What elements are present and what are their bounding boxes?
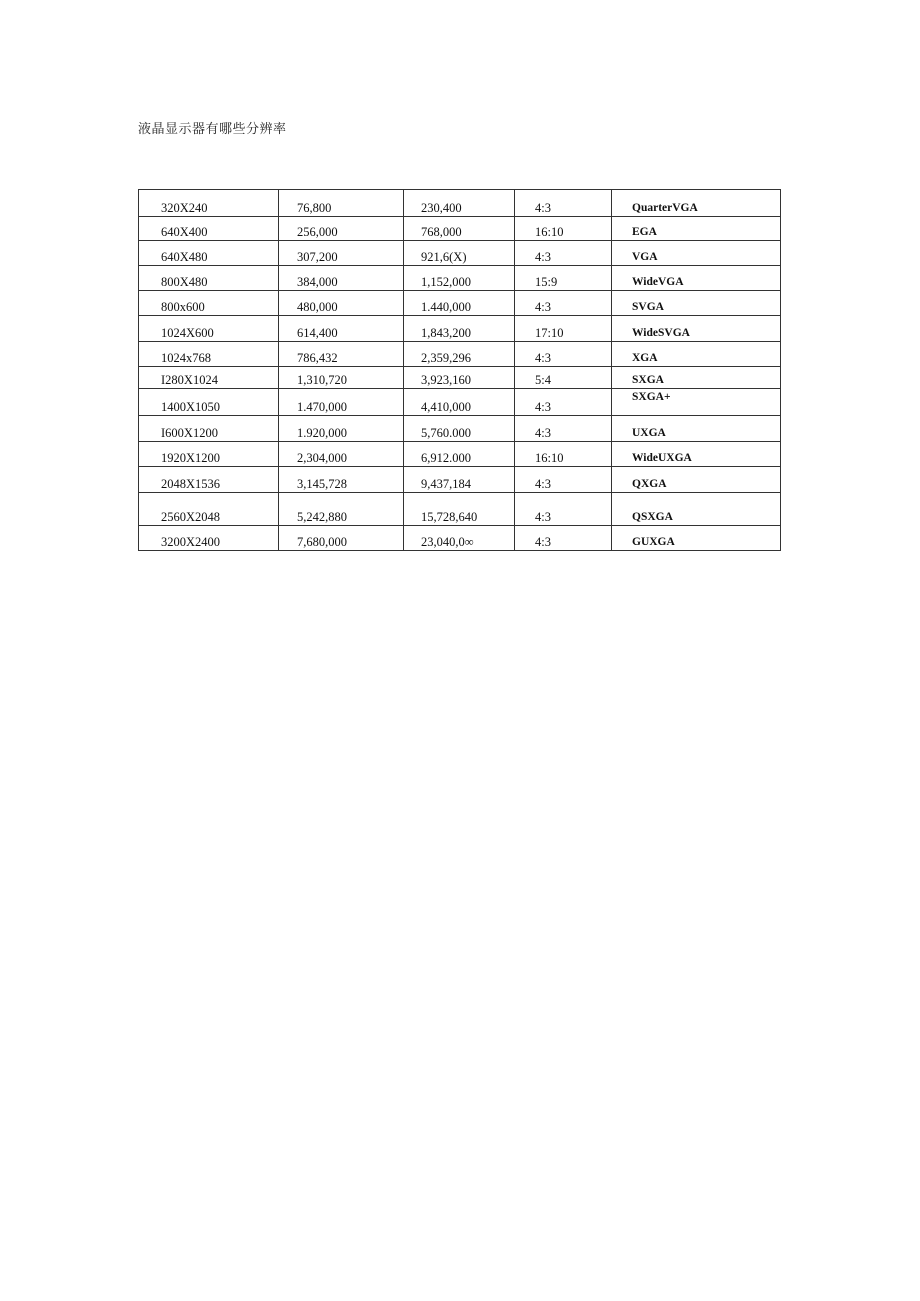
aspect-ratio-cell: 4:3 <box>515 416 612 442</box>
resolution-cell: I280X1024 <box>139 367 279 389</box>
standard-name-cell: QSXGA <box>612 493 781 526</box>
subpixel-count-cell: 230,400 <box>404 190 515 217</box>
resolution-cell: 1400X1050 <box>139 389 279 416</box>
standard-name-cell: UXGA <box>612 416 781 442</box>
aspect-ratio-cell: 4:3 <box>515 467 612 493</box>
pixel-count-cell: 7,680,000 <box>279 526 404 551</box>
aspect-ratio-cell: 16:10 <box>515 217 612 241</box>
table-row <box>139 316 781 342</box>
aspect-ratio-cell: 5:4 <box>515 367 612 389</box>
resolution-cell: 2560X2048 <box>139 493 279 526</box>
resolution-cell: 2048X1536 <box>139 467 279 493</box>
aspect-ratio-cell: 4:3 <box>515 291 612 316</box>
resolution-cell: 640X400 <box>139 217 279 241</box>
aspect-ratio-cell: 4:3 <box>515 342 612 367</box>
table-row <box>139 526 781 551</box>
resolution-cell: 1024x768 <box>139 342 279 367</box>
subpixel-count-cell: 2,359,296 <box>404 342 515 367</box>
pixel-count-cell: 786,432 <box>279 342 404 367</box>
table-row <box>139 467 781 493</box>
subpixel-count-cell: 921,6(X) <box>404 241 515 266</box>
pixel-count-cell: 614,400 <box>279 316 404 342</box>
table-row <box>139 389 781 416</box>
table-row <box>139 367 781 389</box>
aspect-ratio-cell: 4:3 <box>515 389 612 416</box>
pixel-count-cell: 1,310,720 <box>279 367 404 389</box>
table-row <box>139 416 781 442</box>
standard-name-cell: EGA <box>612 217 781 241</box>
pixel-count-cell: 5,242,880 <box>279 493 404 526</box>
pixel-count-cell: 307,200 <box>279 241 404 266</box>
aspect-ratio-cell: 4:3 <box>515 493 612 526</box>
table-row <box>139 190 781 217</box>
aspect-ratio-cell: 4:3 <box>515 190 612 217</box>
table-row <box>139 217 781 241</box>
resolution-cell: 1920X1200 <box>139 442 279 467</box>
standard-name-cell: QuarterVGA <box>612 190 781 217</box>
standard-name-cell: GUXGA <box>612 526 781 551</box>
pixel-count-cell: 3,145,728 <box>279 467 404 493</box>
resolution-cell: 800x600 <box>139 291 279 316</box>
pixel-count-cell: 76,800 <box>279 190 404 217</box>
table-row <box>139 342 781 367</box>
table-row <box>139 266 781 291</box>
page-title: 液晶显示器有哪些分辨率 <box>138 122 287 137</box>
standard-name-cell: XGA <box>612 342 781 367</box>
standard-name-cell: SXGA <box>612 367 781 389</box>
aspect-ratio-cell: 4:3 <box>515 526 612 551</box>
pixel-count-cell: 1.470,000 <box>279 389 404 416</box>
pixel-count-cell: 256,000 <box>279 217 404 241</box>
aspect-ratio-cell: 16:10 <box>515 442 612 467</box>
standard-name-cell: WideSVGA <box>612 316 781 342</box>
standard-name-cell: VGA <box>612 241 781 266</box>
subpixel-count-cell: 1,152,000 <box>404 266 515 291</box>
pixel-count-cell: 384,000 <box>279 266 404 291</box>
resolution-cell: 800X480 <box>139 266 279 291</box>
subpixel-count-cell: 3,923,160 <box>404 367 515 389</box>
table-row <box>139 291 781 316</box>
resolution-table <box>138 189 781 551</box>
aspect-ratio-cell: 4:3 <box>515 241 612 266</box>
resolution-cell: 1024X600 <box>139 316 279 342</box>
subpixel-count-cell: 5,760.000 <box>404 416 515 442</box>
standard-name-cell: QXGA <box>612 467 781 493</box>
standard-name-cell: WideUXGA <box>612 442 781 467</box>
subpixel-count-cell: 1.440,000 <box>404 291 515 316</box>
resolution-cell: 640X480 <box>139 241 279 266</box>
subpixel-count-cell: 9,437,184 <box>404 467 515 493</box>
standard-name-cell: WideVGA <box>612 266 781 291</box>
subpixel-count-cell: 6,912.000 <box>404 442 515 467</box>
pixel-count-cell: 480,000 <box>279 291 404 316</box>
aspect-ratio-cell: 17:10 <box>515 316 612 342</box>
resolution-cell: 3200X2400 <box>139 526 279 551</box>
subpixel-count-cell: 4,410,000 <box>404 389 515 416</box>
table-row <box>139 241 781 266</box>
aspect-ratio-cell: 15:9 <box>515 266 612 291</box>
subpixel-count-cell: 1,843,200 <box>404 316 515 342</box>
table-row <box>139 442 781 467</box>
standard-name-cell: SVGA <box>612 291 781 316</box>
pixel-count-cell: 2,304,000 <box>279 442 404 467</box>
subpixel-count-cell: 768,000 <box>404 217 515 241</box>
resolution-cell: 320X240 <box>139 190 279 217</box>
pixel-count-cell: 1.920,000 <box>279 416 404 442</box>
subpixel-count-cell: 15,728,640 <box>404 493 515 526</box>
resolution-cell: I600X1200 <box>139 416 279 442</box>
subpixel-count-cell: 23,040,0∞ <box>404 526 515 551</box>
table-row <box>139 493 781 526</box>
standard-name-cell: SXGA+ <box>612 389 781 416</box>
